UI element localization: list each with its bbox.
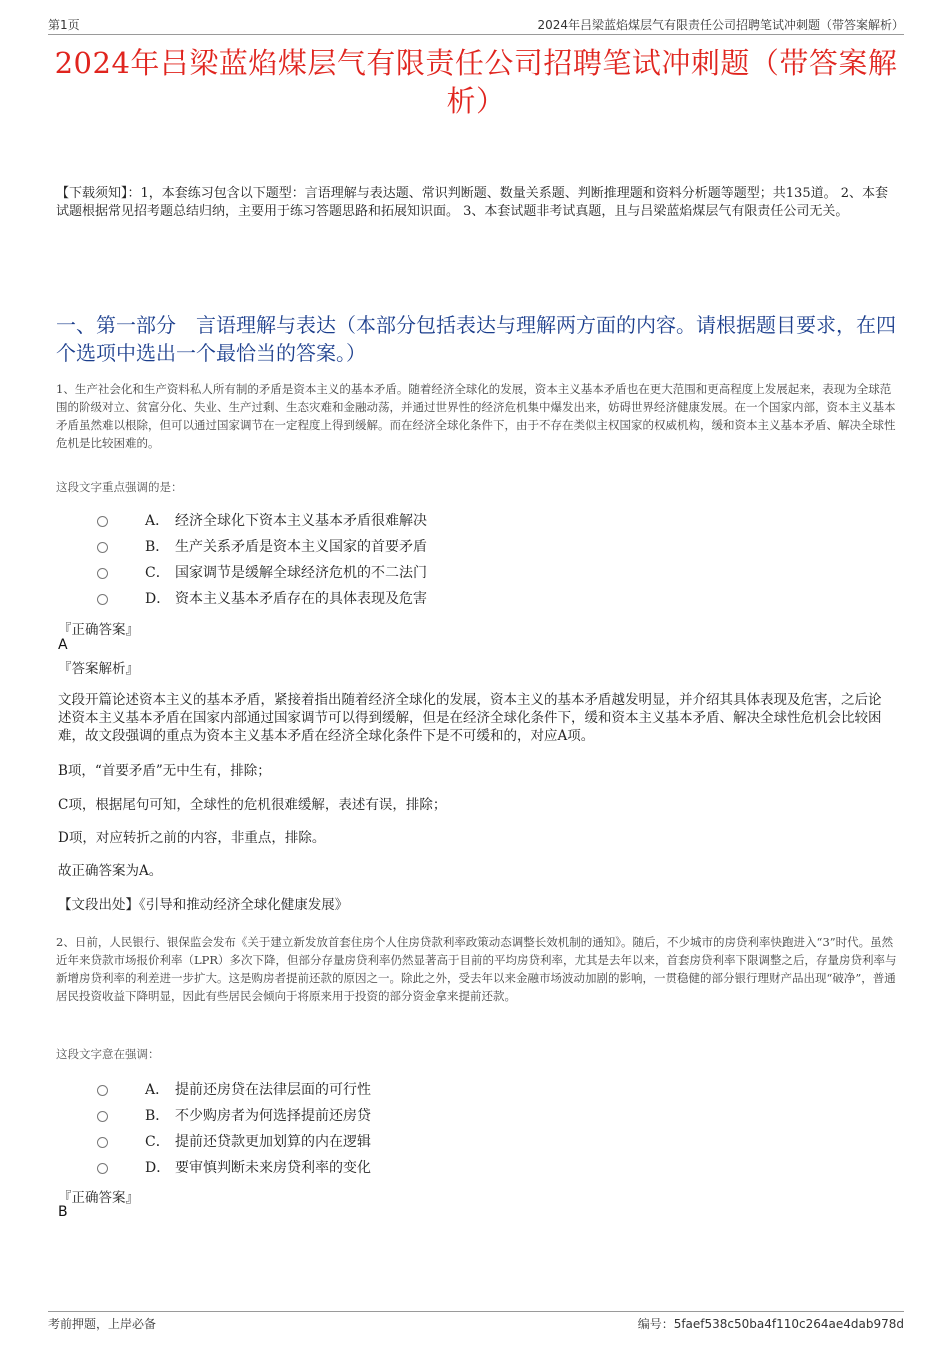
radio-icon[interactable] xyxy=(97,542,108,553)
radio-icon[interactable] xyxy=(97,1137,108,1148)
analysis-source: 【文段出处】《引导和推动经济全球化健康发展》 xyxy=(58,897,349,913)
answer-value: B xyxy=(58,1204,68,1220)
question-2-text: 2、日前，人民银行、银保监会发布《关于建立新发放首套住房个人住房贷款利率政策动态调整长效机制的通知》。随后，不少城市的房贷利率快跑进入“3”时代。虽然近年来贷款市场报价利率（LPR）多次下降，但部分存量房贷利率仍然显著高于目前的平均房贷利率，尤其是去年以来，首套房贷利率下限调整之后，存量房贷利率与新增房贷利率的利差进一步扩大。这是购房者提前还款的原因之一。除此之外，受去年以来金融市场波动加剧的影响，一贯稳健的部分银行理财产品出现“破净”，普通居民投资收益下降明显，因此有些居民会倾向于将原来用于投资的部分资金拿来提前还款。 xyxy=(56,935,897,1003)
analysis-conclusion: 故正确答案为A。 xyxy=(58,863,163,879)
option-d[interactable]: D． 资本主义基本矛盾存在的具体表现及危害 xyxy=(97,588,427,614)
analysis-option-d: D项，对应转折之前的内容，非重点，排除。 xyxy=(58,830,326,846)
radio-icon[interactable] xyxy=(97,1085,108,1096)
running-title: 2024年吕梁蓝焰煤层气有限责任公司招聘笔试冲刺题（带答案解析） xyxy=(537,18,904,32)
analysis-label: 『答案解析』 xyxy=(58,661,139,677)
radio-icon[interactable] xyxy=(97,1111,108,1122)
radio-icon[interactable] xyxy=(97,568,108,579)
question-1-text: 1、生产社会化和生产资料私人所有制的矛盾是资本主义的基本矛盾。随着经济全球化的发展，资本主义基本矛盾也在更大范围和更高程度上发展起来，表现为全球范围的阶级对立、贫富分化、失业、生产过剩、生态灾难和金融动荡，并通过世界性的经济危机集中爆发出来，妨碍世界经济健康发展。在一个国家内部，资本主义基本矛盾虽然难以根除，但可以通过国家调节在一定程度上得到缓解。而在经济全球化条件下，由于不存在类似主权国家的权威机构，缓和资本主义基本矛盾、解决全球性危机是比较困难的。 xyxy=(56,382,896,450)
answer-label: 『正确答案』 xyxy=(58,1190,139,1206)
document-title: 2024年吕梁蓝焰煤层气有限责任公司招聘笔试冲刺题（带答案解析） xyxy=(54,46,898,118)
question-2-prompt: 这段文字意在强调： xyxy=(56,1047,160,1061)
question-1-prompt: 这段文字重点强调的是： xyxy=(56,480,183,494)
question-1-options xyxy=(97,510,427,614)
option-b[interactable]: B． 生产关系矛盾是资本主义国家的首要矛盾 xyxy=(97,536,427,562)
answer-value: A xyxy=(58,637,68,653)
option-b[interactable]: B． 不少购房者为何选择提前还房贷 xyxy=(97,1105,371,1131)
option-a[interactable]: A． 经济全球化下资本主义基本矛盾很难解决 xyxy=(97,510,427,536)
radio-icon[interactable] xyxy=(97,594,108,605)
analysis-paragraph: 文段开篇论述资本主义的基本矛盾，紧接着指出随着经济全球化的发展，资本主义的基本矛盾越发明显，并介绍其具体表现及危害，之后论述资本主义基本矛盾在国家内部通过国家调节可以得到缓解，但是在经济全球化条件下，缓和资本主义基本矛盾、解决全球性危机会比较困难，故文段强调的重点为资本主义基本矛盾在经济全球化条件下是不可缓和的，对应A项。 xyxy=(58,692,882,744)
page-number: 第1页 xyxy=(48,18,80,32)
footer-slogan: 考前押题，上岸必备 xyxy=(48,1317,157,1331)
document-id: 编号：5faef538c50ba4f110c264ae4dab978d xyxy=(637,1317,904,1331)
answer-label: 『正确答案』 xyxy=(58,622,139,638)
page-footer xyxy=(48,1311,904,1332)
question-2-options xyxy=(97,1079,371,1183)
option-c[interactable]: C． 国家调节是缓解全球经济危机的不二法门 xyxy=(97,562,427,588)
download-notice: 【下载须知】：1，本套练习包含以下题型：言语理解与表达题、常识判断题、数量关系题、判断推理题和资料分析题等题型；共135道。 2、本套试题根据常见招考题总结归纳，主要用于练习答题思路和拓展知识面。 3、本套试题非考试真题，且与吕梁蓝焰煤层气有限责任公司无关。 xyxy=(56,186,888,219)
option-a[interactable]: A． 提前还房贷在法律层面的可行性 xyxy=(97,1079,371,1105)
radio-icon[interactable] xyxy=(97,516,108,527)
analysis-option-b: B项，“首要矛盾”无中生有，排除； xyxy=(58,763,271,779)
option-c[interactable]: C． 提前还贷款更加划算的内在逻辑 xyxy=(97,1131,371,1157)
analysis-option-c: C项，根据尾句可知，全球性的危机很难缓解，表述有误，排除； xyxy=(58,797,447,813)
radio-icon[interactable] xyxy=(97,1163,108,1174)
page-header xyxy=(48,14,904,35)
section-heading: 一、第一部分 言语理解与表达（本部分包括表达与理解两方面的内容。请根据题目要求，在四个选项中选出一个最恰当的答案。） xyxy=(56,313,896,365)
option-d[interactable]: D． 要审慎判断未来房贷利率的变化 xyxy=(97,1157,371,1183)
